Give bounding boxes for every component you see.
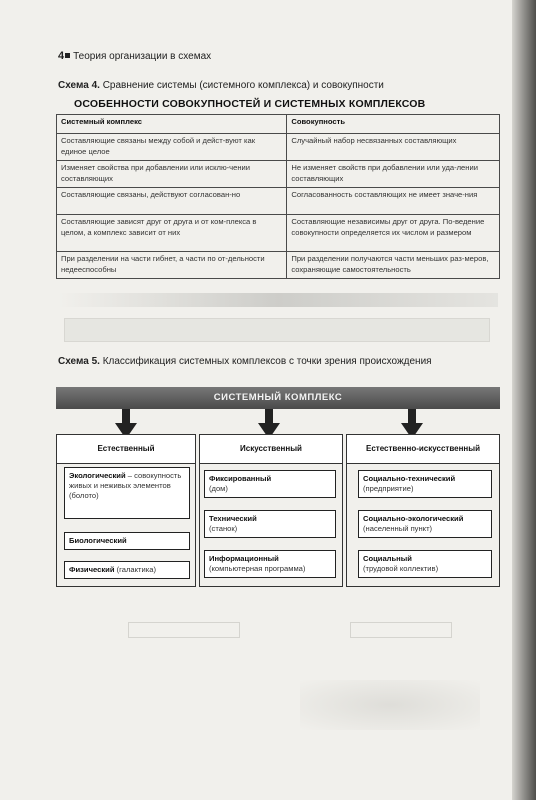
bleed-through-box bbox=[350, 622, 452, 638]
table-row bbox=[57, 252, 500, 279]
table-cell: Составляющие связаны, действуют согласован-но bbox=[57, 188, 287, 215]
column-natural-title: Естественный bbox=[56, 434, 196, 464]
scheme4-label: Схема 4. bbox=[58, 80, 100, 91]
type-box-social bbox=[358, 550, 492, 578]
type-box-fixed bbox=[204, 470, 336, 498]
running-head bbox=[58, 50, 211, 62]
type-desc: (трудовой коллектив) bbox=[363, 564, 439, 573]
table-row bbox=[57, 161, 500, 188]
scheme4-title: ОСОБЕННОСТИ СОВОКУПНОСТЕЙ И СИСТЕМНЫХ КОМПЛЕКСОВ bbox=[74, 98, 426, 110]
type-name: Биологический bbox=[69, 536, 127, 545]
table-cell: Составляющие зависят друг от друга и от ком-плекса в целом, а комплекс зависит от них bbox=[57, 215, 287, 252]
type-name: Социально-технический bbox=[363, 474, 456, 483]
type-box-technical bbox=[204, 510, 336, 538]
comparison-table bbox=[56, 114, 500, 279]
type-box-ecological bbox=[64, 467, 190, 519]
table-cell: Составляющие независимы друг от друга. По-ведение совокупности определяется их числом и размером bbox=[287, 215, 500, 252]
header-aggregate: Совокупность bbox=[287, 115, 500, 134]
table-cell: Составляющие связаны между собой и дейст-вуют как единое целое bbox=[57, 134, 287, 161]
page-number: 4 bbox=[58, 50, 65, 62]
table-cell: Изменяет свойства при добавлении или исклю-чении составляющих bbox=[57, 161, 287, 188]
adjacent-page-edge bbox=[512, 0, 536, 800]
table-cell: При разделении получаются части меньших раз-меров, сохраняющие самостоятельность bbox=[287, 252, 500, 279]
book-title: Теория организации в схемах bbox=[73, 51, 212, 62]
type-box-physical bbox=[64, 561, 190, 579]
type-name: Фиксированный bbox=[209, 474, 272, 483]
table-row bbox=[57, 134, 500, 161]
type-name: Социально-экологический bbox=[363, 514, 464, 523]
type-name: Информационный bbox=[209, 554, 279, 563]
type-box-socio-ecological bbox=[358, 510, 492, 538]
type-desc: (станок) bbox=[209, 524, 238, 533]
type-box-socio-technical bbox=[358, 470, 492, 498]
type-desc: – совокупность живых и неживых элементов (болото) bbox=[69, 471, 182, 500]
type-name: Социальный bbox=[363, 554, 412, 563]
type-name: Физический bbox=[69, 565, 115, 574]
square-bullet-icon bbox=[65, 53, 70, 58]
table-cell: Не изменяет свойств при добавлении или уда-лении составляющих bbox=[287, 161, 500, 188]
system-complex-banner: СИСТЕМНЫЙ КОМПЛЕКС bbox=[56, 387, 500, 409]
scheme4-caption-text: Сравнение системы (системного комплекса) и совокупности bbox=[102, 80, 384, 91]
type-desc: (дом) bbox=[209, 484, 228, 493]
type-box-biological bbox=[64, 532, 190, 550]
table-row bbox=[57, 188, 500, 215]
type-desc: (предприятие) bbox=[363, 484, 414, 493]
scheme5-caption bbox=[58, 356, 478, 368]
scheme5-caption-text: Классификация системных комплексов с точки зрения происхождения bbox=[102, 356, 432, 367]
table-row bbox=[57, 215, 500, 252]
type-desc: (компьютерная программа) bbox=[209, 564, 306, 573]
bleed-through-box bbox=[128, 622, 240, 638]
bleed-through-band bbox=[58, 293, 498, 307]
column-artificial-title: Искусственный bbox=[199, 434, 343, 464]
header-system-complex: Системный комплекс bbox=[57, 115, 287, 134]
scheme5-label: Схема 5. bbox=[58, 356, 100, 367]
table-header-row bbox=[57, 115, 500, 134]
table-cell: Согласованность составляющих не имеет значе-ния bbox=[287, 188, 500, 215]
table-cell: При разделении на части гибнет, а части по от-дельности недееспособны bbox=[57, 252, 287, 279]
scheme4-caption bbox=[58, 80, 498, 92]
type-name: Экологический bbox=[69, 471, 126, 480]
table-cell: Случайный набор несвязанных составляющих bbox=[287, 134, 500, 161]
column-natural-artificial-title: Естественно-искусственный bbox=[346, 434, 500, 464]
type-desc: (галактика) bbox=[116, 565, 157, 574]
type-name: Технический bbox=[209, 514, 257, 523]
type-box-informational bbox=[204, 550, 336, 578]
bleed-through-smudge bbox=[300, 680, 480, 730]
bleed-through-box bbox=[64, 318, 490, 342]
type-desc: (населенный пункт) bbox=[363, 524, 433, 533]
